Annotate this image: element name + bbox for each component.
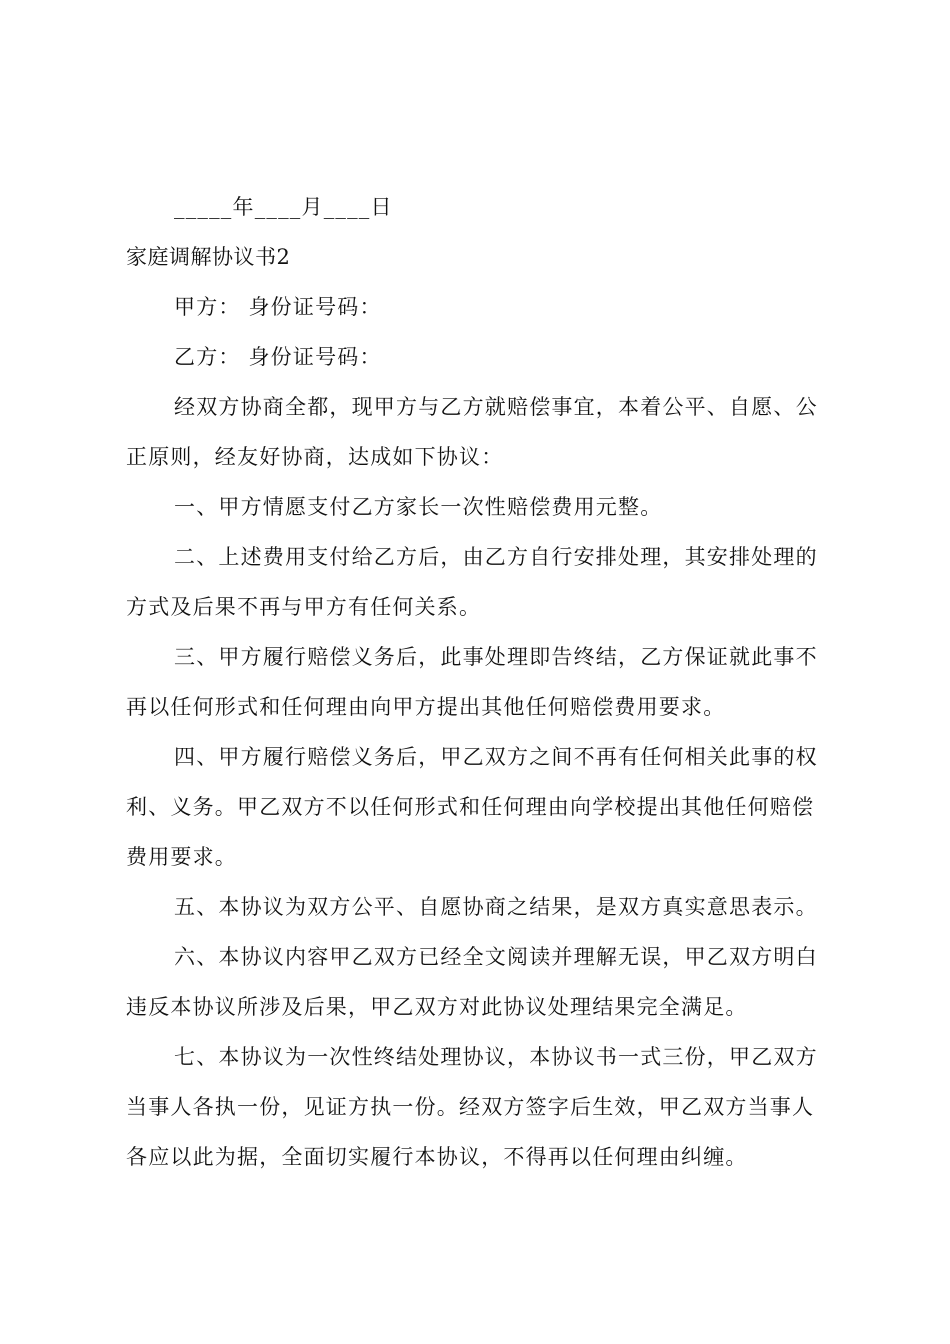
party-b-line: 乙方： 身份证号码： [174,345,382,369]
body-line: 四、甲方履行赔偿义务后，甲乙双方之间不再有任何相关此事的权 [174,745,818,769]
body-line: 方式及后果不再与甲方有任何关系。 [126,595,482,619]
body-line: 二、上述费用支付给乙方后，由乙方自行安排处理，其安排处理的 [174,545,818,569]
body-line: 七、本协议为一次性终结处理协议，本协议书一式三份，甲乙双方 [174,1045,818,1069]
body-line: 违反本协议所涉及后果，甲乙双方对此协议处理结果完全满足。 [126,995,748,1019]
date-line: _____年____月____日 [174,195,393,219]
body-line: 利、义务。甲乙双方不以任何形式和任何理由向学校提出其他任何赔偿 [126,795,815,819]
body-line: 经双方协商全都，现甲方与乙方就赔偿事宜，本着公平、自愿、公 [174,395,818,419]
body-line: 三、甲方履行赔偿义务后，此事处理即告终结，乙方保证就此事不 [174,645,818,669]
document-title: 家庭调解协议书2 [126,245,291,269]
body-line: 再以任何形式和任何理由向甲方提出其他任何赔偿费用要求。 [126,695,726,719]
body-line: 正原则，经友好协商，达成如下协议： [126,445,504,469]
body-line: 各应以此为据，全面切实履行本协议，不得再以任何理由纠缠。 [126,1145,748,1169]
body-line: 五、本协议为双方公平、自愿协商之结果，是双方真实意思表示。 [174,895,818,919]
party-a-line: 甲方： 身份证号码： [174,295,382,319]
body-line: 六、本协议内容甲乙双方已经全文阅读并理解无误，甲乙双方明白 [174,945,818,969]
body-line: 一、甲方情愿支付乙方家长一次性赔偿费用元整。 [174,495,663,519]
body-line: 当事人各执一份，见证方执一份。经双方签字后生效，甲乙双方当事人 [126,1095,815,1119]
body-line: 费用要求。 [126,845,237,869]
